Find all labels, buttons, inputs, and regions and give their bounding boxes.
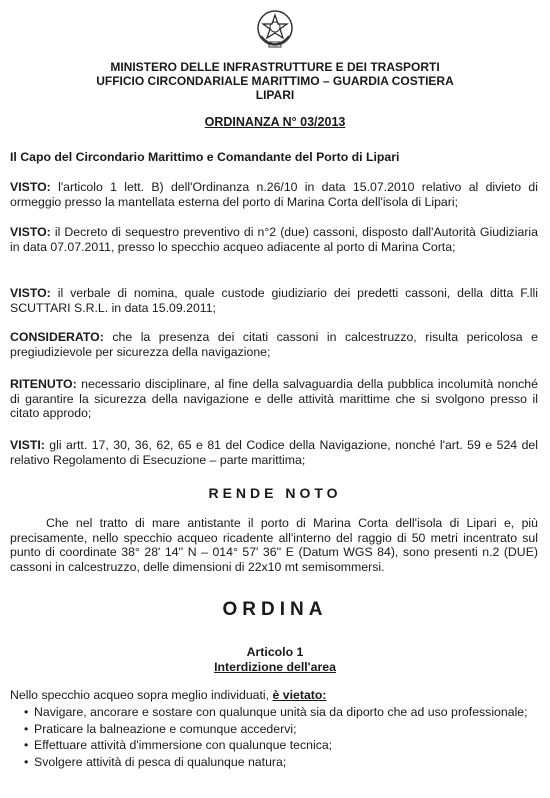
italian-republic-emblem-icon (255, 8, 295, 52)
ordina-heading: ORDINA (222, 599, 328, 620)
premise-label: VISTO: (10, 180, 51, 194)
rende-noto-paragraph: Che nel tratto di mare antistante il porto di Marina Corta dell'isola di Lipari e, più precisamente, nello specchio acqueo ricadente all'interno del raggio di 50 metri incentrato sul punto di coordinate 38° 28' 14'' N – 014° 57' 36'' E (Datum WGS 84), sono presenti n.2 (DUE) cassoni in calcestruzzo, delle dimensioni di 22x10 mt semisommersi. (10, 516, 538, 574)
list-item: • Svolgere attività di pesca di qualunque natura; (24, 754, 287, 769)
premise-text: l'articolo 1 lett. B) dell'Ordinanza n.26/10 in data 15.07.2010 relativo al divieto di ormeggio presso la mantellata esterna del porto di Marina Corta dell'isola di Lipari; (10, 180, 538, 209)
premise-visto-3 (10, 286, 538, 315)
header-ministry: MINISTERO DELLE INFRASTRUTTURE E DEI TRASPORTI (110, 60, 440, 74)
ordinance-number: ORDINANZA N° 03/2013 (204, 115, 346, 129)
premise-label: CONSIDERATO: (10, 330, 104, 344)
premise-text: che la presenza dei citati cassoni in calcestruzzo, risulta pericolosa e pregiudizievole per sicurezza della navigazione; (10, 330, 538, 359)
rende-noto-heading: RENDE NOTO (208, 485, 342, 501)
premise-label: VISTO: (10, 286, 51, 300)
list-item: • Effettuare attività d'immersione con qualunque tecnica; (24, 738, 333, 753)
article-number: Articolo 1 (246, 645, 304, 659)
bullet-icon: • (24, 738, 29, 753)
issuer-title: Il Capo del Circondario Marittimo e Comandante del Porto di Lipari (10, 150, 400, 164)
premise-visto-2 (10, 225, 538, 254)
premise-label: VISTI: (10, 438, 45, 452)
premise-considerato (10, 330, 538, 359)
intro-text: Nello specchio acqueo sopra meglio individuati, (10, 688, 273, 702)
premise-text: il Decreto di sequestro preventivo di n°2 (due) cassoni, disposto dall'Autorità Giudiziaria in data 07.07.2011, presso lo specchio acqueo adiacente al porto di Marina Corta; (10, 225, 538, 254)
prohibition-list (10, 705, 538, 771)
header-city: LIPARI (255, 88, 295, 102)
premise-visto-1 (10, 180, 538, 209)
premise-ritenuto (10, 377, 538, 421)
bullet-icon: • (24, 754, 29, 769)
header-office: UFFICIO CIRCONDARIALE MARITTIMO – GUARDIA COSTIERA (96, 74, 454, 88)
premise-label: RITENUTO: (10, 377, 77, 391)
bullet-icon: • (24, 705, 29, 719)
premise-text: necessario disciplinare, al fine della salvaguardia della pubblica incolumità nonché di garantire la sicurezza della navigazione e delle attività marittime che si svolgono presso il citato approdo; (10, 377, 538, 421)
article-intro (10, 688, 538, 703)
bullet-icon: • (24, 721, 29, 736)
intro-bold: è vietato: (272, 688, 327, 702)
premise-text: il verbale di nomina, quale custode giudiziario dei predetti cassoni, della ditta F.lli SCUTTARI S.R.L. in data 15.09.2011; (10, 286, 538, 315)
list-item: • Praticare la balneazione e comunque accedervi; (24, 721, 297, 736)
list-item: • Navigare, ancorare e sostare con qualunque unità sia da diporto che ad uso professionale; (24, 705, 528, 719)
premise-text: gli artt. 17, 30, 36, 62, 65 e 81 del Codice della Navigazione, nonché l'art. 59 e 524 del relativo Regolamento di Esecuzione – parte marittima; (10, 438, 538, 467)
premise-visti (10, 438, 538, 467)
article-title: Interdizione dell'area (214, 660, 336, 674)
premise-label: VISTO: (10, 225, 51, 239)
